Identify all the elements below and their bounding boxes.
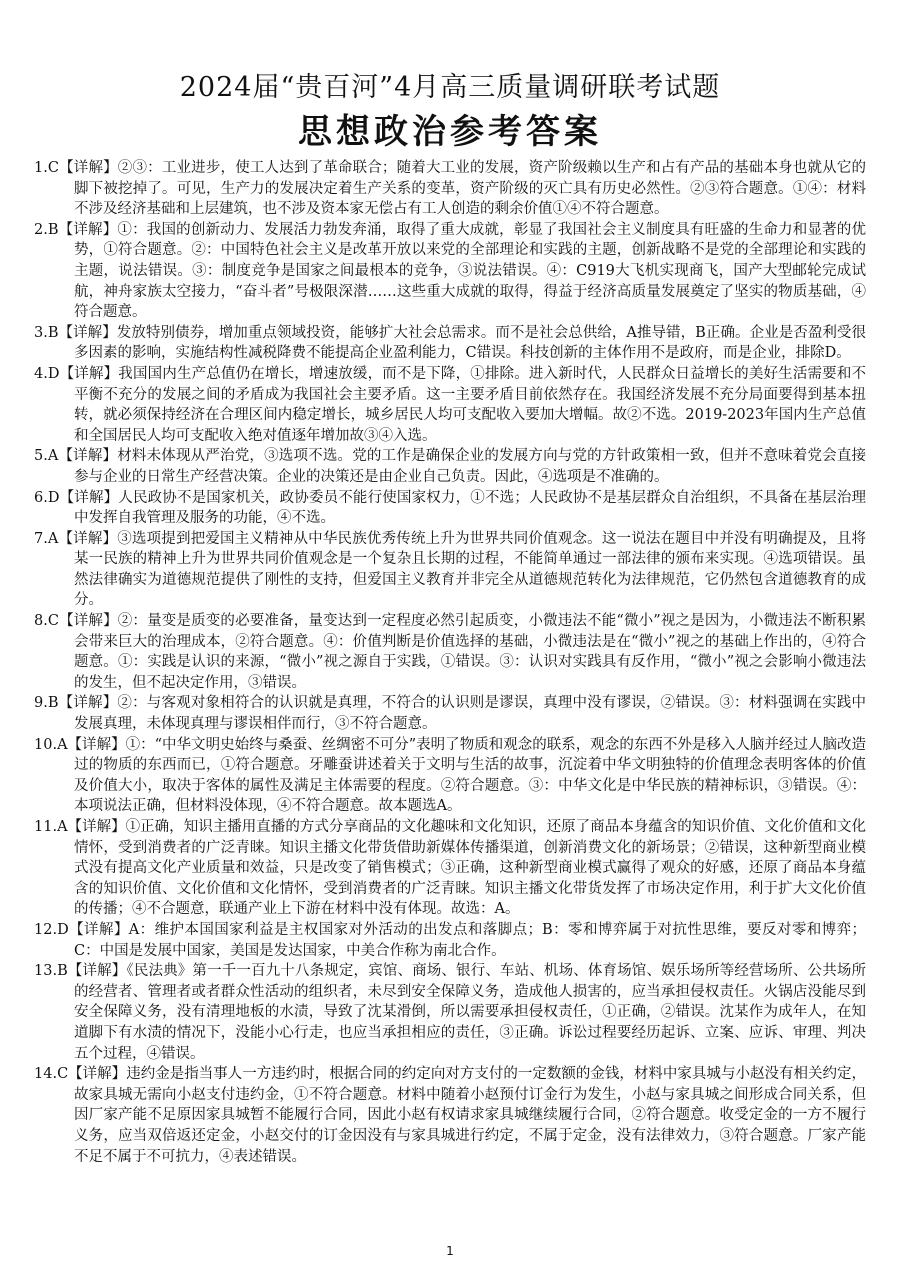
answer-text: B【详解】①：我国的创新动力、发展活力勃发奔涌，取得了重大成就，彰显了我国社会主义制度具有旺盛的生命力和显著的优势，①符合题意。②：中国特色社会主义是改革开放以来党的全部理论和实践的主题，创新战略不是党的全部理论和实践的主题，说法错误。③：制度竞争是国家之间最根本的竞争，③说法错误。④：C919大飞机实现商飞，国产大型邮轮完成试航，神舟家族太空接力，“奋斗者”号极限深潜……这些重大成就的取得，得益于经济高质量发展奠定了坚实的物质基础，④符合题意。 [47, 221, 866, 321]
answer-item-5 [34, 446, 866, 487]
answer-text: A【详解】①：“中华文明史始终与桑蚕、丝绸密不可分”表明了物质和观念的联系，观念的东西不外是移入人脑并经过人脑改造过的物质的东西而已，①符合题意。牙雕蚕讲述着关于文明与生活的故事，沉淀着中华文明独特的价值理念表明客体的价值及价值大小，取决于客体的属性及满足主体需要的程度。②符合题意。③：中华文化是中华民族的精神标识，③错误。④：本项说法正确，但材料没体现，④不符合题意。故本题选A。 [57, 736, 866, 815]
answer-number: 5. [34, 448, 48, 465]
answer-item-13 [34, 961, 866, 1064]
answer-item-3 [34, 323, 866, 364]
answer-item-11 [34, 817, 866, 920]
answer-item-14 [34, 1064, 866, 1167]
answer-item-9 [34, 693, 866, 734]
answer-text: B【详解】发放特别债券，增加重点领域投资，能够扩大社会总需求。而不是社会总供给，A推导错，B正确。企业是否盈利受很多因素的影响，实施结构性减税降费不能提高企业盈利能力，C错误。科技创新的主体作用不是政府，而是企业，排除D。 [47, 324, 866, 362]
answer-text: C【详解】②：量变是质变的必要准备，量变达到一定程度必然引起质变，小微违法不能“微小”视之是因为，小微违法不断积累会带来巨大的治理成本，②符合题意。④：价值判断是价值选择的基础，小微违法是在“微小”视之的基础上作出的，④符合题意。①：实践是认识的来源，“微小”视之源自于实践，①错误。③：认识对实践具有反作用，“微小”视之会影响小微违法的发生，但不起决定作用，③错误。 [47, 613, 866, 691]
answer-number: 7. [34, 530, 48, 547]
answer-number: 1. [34, 160, 48, 176]
answer-item-6 [34, 488, 866, 529]
answer-item-7 [34, 529, 866, 611]
answer-text: A【详解】①正确，知识主播用直播的方式分享商品的文化趣味和文化知识，还原了商品本身蕴含的知识价值、文化价值和文化情怀，受到消费者的广泛青睐。知识主播文化带货借助新媒体传播渠道，创新消费文化的新场景；②错误，这种新型商业模式没有提高文化产业质量和效益，只是改变了销售模式；③正确，这种新型商业模式赢得了观众的好感，还原了商品本身蕴含的知识价值、文化价值和文化情怀，受到消费者的广泛青睐。知识主播文化带货发挥了市场决定作用，利于扩大文化价值的传播；④不合题意，联通产业上下游在材料中没有体现。故选：A。 [57, 819, 866, 918]
answer-text: A【详解】材料未体现从严治党，③选项不选。党的工作是确保企业的发展方向与党的方针政策相一致，但并不意味着党会直接参与企业的日常生产经营决策。企业的决策还是由企业自己负责。因此，④选项是不准确的。 [47, 448, 866, 485]
answer-subtitle: 思想政治参考答案 [298, 112, 602, 152]
answer-item-1 [34, 158, 866, 220]
page-number: 1 [446, 1244, 454, 1258]
answer-number: 11. [34, 819, 58, 835]
answer-number: 3. [34, 324, 48, 341]
answer-item-8 [34, 611, 866, 693]
answer-text: B【详解】②：与客观对象相符合的认识就是真理，不符合的认识则是谬误，真理中没有谬误，②错误。③：材料强调在实践中发展真理，未体现真理与谬误相伴而行，③不符合题意。 [47, 695, 866, 733]
answer-item-10 [34, 735, 866, 817]
answer-text: D【详解】我国国内生产总值仍在增长，增速放缓，而不是下降，①排除。进入新时代，人民群众日益增长的美好生活需要和不平衡不充分的发展之间的矛盾成为我国社会主要矛盾。这一主要矛盾目前依然存在。我国经济发展不充分局面要得到基本扭转，就必须保持经济在合理区间内稳定增长，城乡居民人均可支配收入要加大增幅。故②不选。2019-2023年国内生产总值和全国居民人均可支配收入绝对值逐年增加故③④入选。 [47, 365, 866, 444]
answer-text: D【详解】人民政协不是国家机关，政协委员不能行使国家权力，①不选；人民政协不是基层群众自治组织，不具备在基层治理中发挥自我管理及服务的功能，④不选。 [47, 489, 866, 527]
answer-number: 9. [34, 695, 48, 712]
answer-item-12 [34, 920, 866, 961]
answer-list [34, 158, 866, 1167]
answer-text: A【详解】③选项提到把爱国主义精神从中华民族优秀传统上升为世界共同价值观念。这一说法在题目中并没有明确提及，且将某一民族的精神上升为世界共同价值观念是一个复杂且长期的过程，不能简单通过一部法律的颁布来实现。④选项错误。虽然法律确实为道德规范提供了刚性的支持，但爱国主义教育并非完全从道德规范转化为法律规范，它仍然包含道德教育的成分。 [47, 530, 866, 609]
answer-text: C【详解】违约金是指当事人一方违约时，根据合同的约定向对方支付的一定数额的金钱，材料中家具城与小赵没有相关约定，故家具城无需向小赵支付违约金，①不符合题意。材料中随着小赵预付订金行为发生，小赵与家具城之间形成合同关系，但因厂家产能不足原因家具城暂不能履行合同，因此小赵有权请求家具城继续履行合同，②符合题意。收受定金的一方不履行义务，应当双倍返还定金，小赵交付的订金因没有与家具城进行约定，不属于定金，没有法律效力，③符合题意。厂家产能不足不属于不可抗力，④表述错误。 [57, 1066, 866, 1165]
answer-item-4 [34, 364, 866, 446]
answer-number: 12. [34, 921, 58, 938]
answer-number: 14. [34, 1066, 58, 1083]
answer-number: 6. [34, 489, 48, 506]
answer-number: 8. [34, 613, 48, 630]
exam-title: 2024届“贵百河”4月高三质量调研联考试题 [179, 72, 721, 103]
answer-number: 10. [34, 736, 58, 753]
answer-number: 13. [34, 963, 58, 980]
answer-number: 2. [34, 221, 48, 238]
answer-text: D【详解】A：维护本国国家利益是主权国家对外活动的出发点和落脚点；B：零和博弈属于对抗性思维，要反对零和博弈；C：中国是发展中国家，美国是发达国家，中美合作称为南北合作。 [57, 921, 866, 959]
answer-text: C【详解】②③：工业进步，使工人达到了革命联合；随着大工业的发展，资产阶级赖以生产和占有产品的基础本身也就从它的脚下被挖掉了。可见，生产力的发展决定着生产关系的变革，资产阶级的灭亡具有历史必然性。②③符合题意。①④：材料不涉及经济基础和上层建筑，也不涉及资本家无偿占有工人创造的剩余价值①④不符合题意。 [47, 160, 866, 218]
answer-number: 4. [34, 365, 48, 382]
answer-text: B【详解】《民法典》第一千一百九十八条规定，宾馆、商场、银行、车站、机场、体育场馆、娱乐场所等经营场所、公共场所的经营者、管理者或者群众性活动的组织者，未尽到安全保障义务，造成他人损害的，应当承担侵权责任。火锅店没能尽到安全保障义务，没有清理地板的水渍，导致了沈某滑倒，所以需要承担侵权责任，①正确，②错误。沈某作为成年人，在知道脚下有水渍的情况下，没能小心行走，也应当承担相应的责任，③正确。诉讼过程要经历起诉、立案、应诉、审理、判决五个过程，④错误。 [57, 963, 866, 1062]
answer-item-2 [34, 220, 866, 323]
